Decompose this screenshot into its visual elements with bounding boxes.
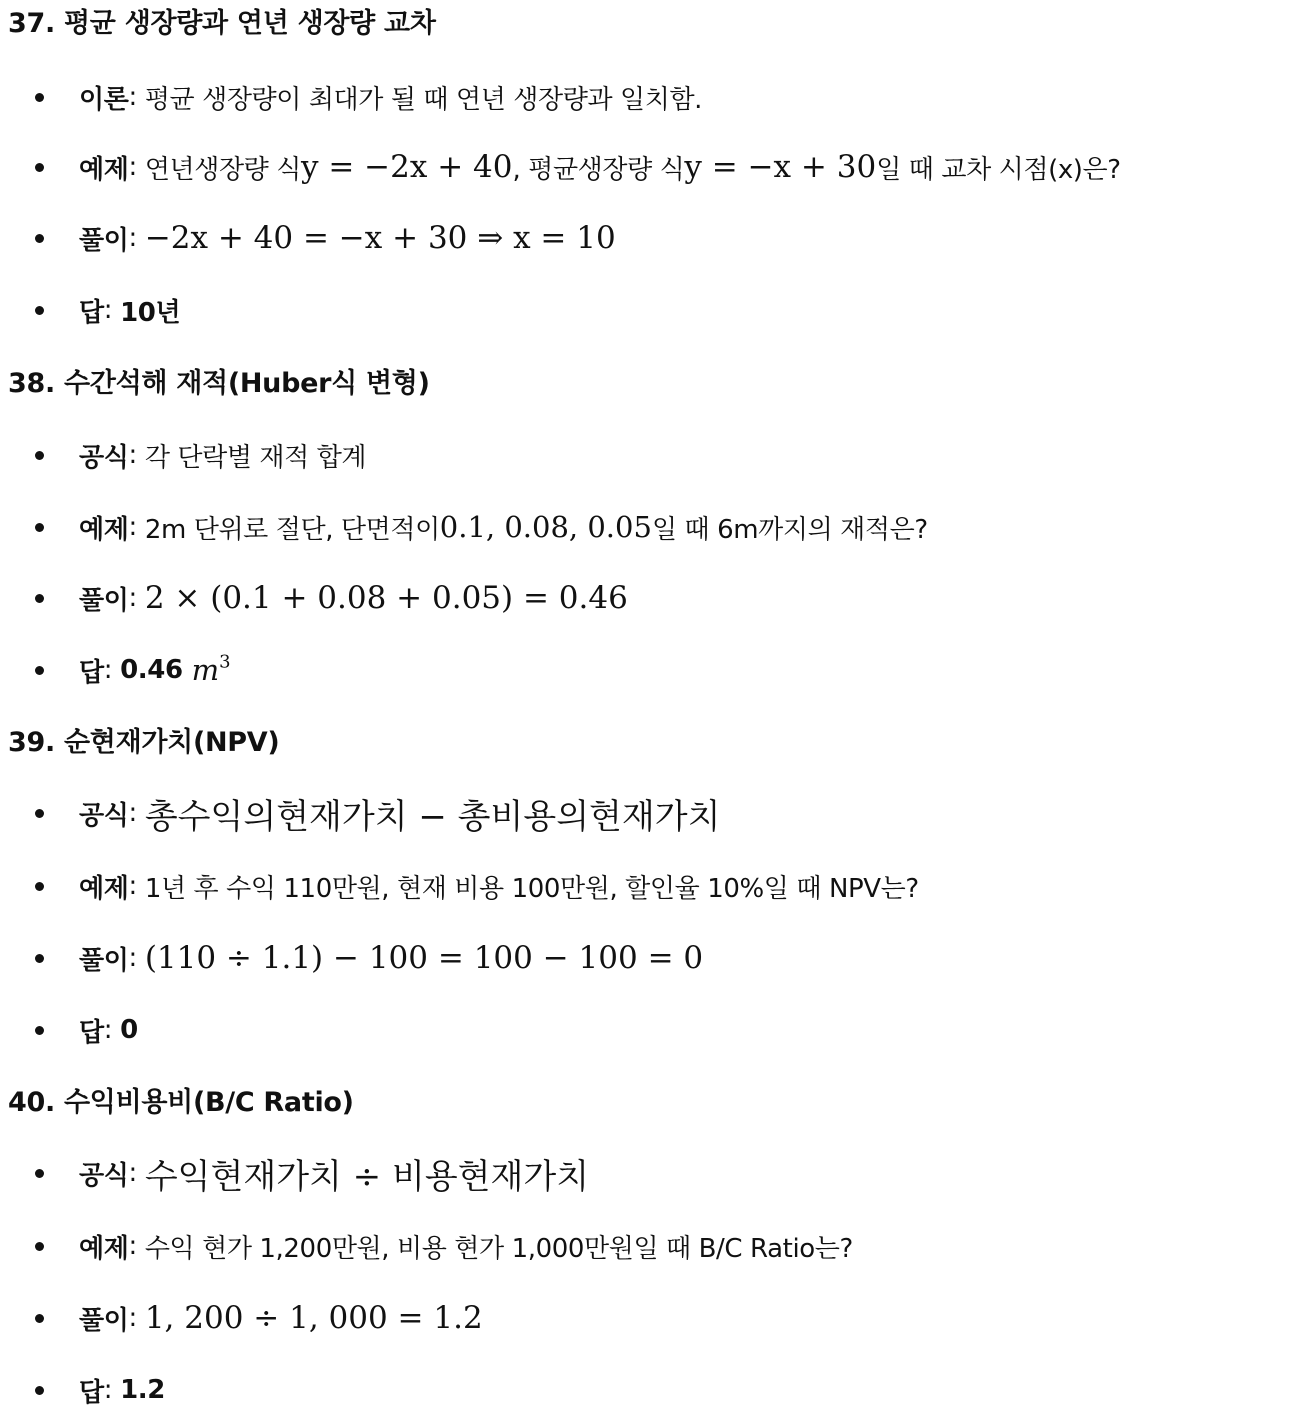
list-item (30, 216, 616, 260)
equation: y = −2x + 40 (300, 149, 513, 185)
item-colon: : (128, 1231, 137, 1261)
list-item (30, 1224, 853, 1268)
item-colon: : (128, 943, 137, 973)
item-text: 각 단락별 재적 합계 (144, 442, 367, 473)
bullet-dot (35, 451, 44, 460)
bullet-dot (35, 1314, 44, 1323)
item-label: 예제 (79, 154, 129, 185)
list-item (30, 791, 720, 835)
item-colon: : (128, 798, 137, 828)
equation: 1, 200 ÷ 1, 000 = 1.2 (144, 1300, 483, 1336)
answer-value: 10년 (120, 297, 181, 328)
item-label: 풀이 (79, 225, 129, 256)
bullet-dot (35, 1169, 44, 1178)
equation: (110 ÷ 1.1) − 100 = 100 − 100 = 0 (144, 940, 704, 976)
bullet-dot (35, 523, 44, 532)
item-colon: : (128, 512, 137, 542)
section-heading-38: 38. 수간석해 재적(Huber식 변형) (8, 368, 430, 399)
equation: 총수익의현재가치 − 총비용의현재가치 (144, 796, 721, 837)
item-label: 답 (79, 1377, 104, 1408)
item-colon: : (103, 1015, 113, 1045)
item-colon: : (103, 295, 113, 325)
item-colon: : (103, 1375, 113, 1405)
item-text: 수익 현가 1,200만원, 비용 현가 1,000만원일 때 B/C Ratio는? (144, 1233, 853, 1264)
item-label: 예제 (79, 1233, 129, 1264)
item-label: 풀이 (79, 945, 129, 976)
section-heading-39: 39. 순현재가치(NPV) (8, 727, 280, 758)
list-item (30, 1296, 483, 1340)
item-text: 일 때 교차 시점(x)은? (876, 154, 1121, 185)
unit-exponent: 3 (219, 651, 231, 673)
bullet-dot (35, 1026, 44, 1035)
item-label: 답 (79, 1017, 104, 1048)
item-label: 답 (79, 297, 104, 328)
bullet-dot (35, 1242, 44, 1251)
equation: −2x + 40 = −x + 30 ⇒ x = 10 (144, 220, 616, 256)
answer-value: 0 (120, 1015, 138, 1045)
item-text: 2m 단위로 절단, 단면적이 (144, 514, 440, 545)
answer-unit (192, 653, 231, 687)
equation: 2 × (0.1 + 0.08 + 0.05) = 0.46 (144, 580, 628, 616)
item-colon: : (128, 1158, 137, 1188)
item-label: 풀이 (79, 1305, 129, 1336)
bullet-dot (35, 666, 44, 675)
item-text: 평균 생장량이 최대가 될 때 연년 생장량과 일치함. (144, 84, 703, 115)
list-item (30, 576, 628, 620)
section-heading-40: 40. 수익비용비(B/C Ratio) (8, 1087, 354, 1118)
item-label: 풀이 (79, 585, 129, 616)
bullet-dot (35, 306, 44, 315)
equation: 수익현재가치 ÷ 비용현재가치 (144, 1156, 590, 1197)
item-colon: : (128, 440, 137, 470)
list-item (30, 75, 702, 119)
bullet-dot (35, 1386, 44, 1395)
item-label: 답 (79, 657, 104, 688)
bullet-dot (35, 93, 44, 102)
list-item (30, 936, 703, 980)
list-item (30, 1008, 138, 1052)
item-colon: : (128, 583, 137, 613)
list-item (30, 1368, 165, 1412)
unit-base: m (191, 653, 220, 687)
list-item (30, 505, 928, 549)
item-label: 공식 (79, 442, 129, 473)
item-label: 예제 (79, 514, 129, 545)
item-text: 일 때 6m까지의 재적은? (651, 514, 928, 545)
item-label: 공식 (79, 800, 129, 831)
answer-value: 1.2 (120, 1375, 165, 1405)
section-heading-37: 37. 평균 생장량과 연년 생장량 교차 (8, 8, 436, 39)
list-item (30, 864, 919, 908)
list-item (30, 1151, 589, 1195)
item-colon: : (128, 871, 137, 901)
answer-value: 0.46 (120, 655, 183, 685)
bullet-dot (35, 594, 44, 603)
item-label: 공식 (79, 1160, 129, 1191)
list-item (30, 288, 180, 332)
item-colon: : (128, 152, 137, 182)
bullet-dot (35, 163, 44, 172)
list-item (30, 145, 1121, 189)
bullet-dot (35, 234, 44, 243)
list-item (30, 433, 366, 477)
item-colon: : (103, 655, 113, 685)
list-item (30, 648, 231, 692)
item-colon: : (128, 1303, 137, 1333)
equation: y = −x + 30 (684, 149, 877, 185)
item-label: 이론 (79, 84, 129, 115)
item-label: 예제 (79, 873, 129, 904)
item-text: 연년생장량 식 (144, 154, 301, 185)
bullet-dot (35, 954, 44, 963)
item-colon: : (128, 223, 137, 253)
equation: 0.1, 0.08, 0.05 (439, 510, 652, 544)
item-text: 1년 후 수익 110만원, 현재 비용 100만원, 할인율 10%일 때 NPV는? (144, 873, 919, 904)
bullet-dot (35, 809, 44, 818)
item-text: , 평균생장량 식 (512, 154, 685, 185)
bullet-dot (35, 882, 44, 891)
item-colon: : (128, 82, 137, 112)
